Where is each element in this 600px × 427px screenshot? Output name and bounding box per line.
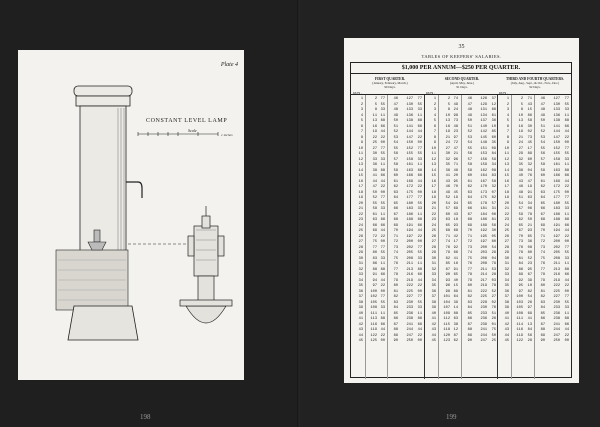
- cents-column: 74 49 24 98 73 48 23 97 72 47 21 96 71 46 20 95 70 45 19 94 69 43 18 93 68 42 17 92 66 41 16 91 65 40 15 89 64 39 14 88 63 38 12 87 62: [453, 97, 458, 343]
- lamp-drawing: [18, 50, 244, 380]
- dollars-column: 2 5 8 10 13 16 19 21 24 27 30 32 35 38 41 43 46 49 52 54 57 60 63 65 68 71 74 76 79 82 85 87 90 93 96 98 101 104 107 109 112 115 118 120 123: [443, 97, 450, 343]
- dollars-column: 2 5 8 11 13 16 19 22 25 27 30 33 36 38 41 44 47 50 52 55 58 61 63 66 69 72 75 77 80 83 86 88 91 94 97 100 102 105 108 111 113 116 119 122 125: [370, 97, 377, 343]
- quarter-days: 91 Days.: [456, 85, 468, 89]
- cents-column: 77 55 33 11 88 66 44 22 00 77 55 33 11 88 66 44 22 00 77 55 33 11 88 66 44 22 00 77 55 33 11 88 66 44 22 00 77 55 33 11 88 66 44 22 00: [564, 97, 569, 343]
- plate-title: CONSTANT LEVEL LAMP: [146, 118, 228, 124]
- days-column: 1 2 3 4 5 6 7 8 9 10 11 12 13 14 15 16 17 18 19 20 21 22 23 24 25 26 27 28 29 30 31 32 33 34 35 36 37 38 39 40 41 42 43 44 45: [431, 97, 436, 343]
- days-column: 1 2 3 4 5 6 7 8 9 10 11 12 13 14 15 16 17 18 19 20 21 22 23 24 25 26 27 28 29 30 31 32 33 34 35 36 37 38 39 40 41 42 43 44 45: [358, 97, 363, 343]
- dollars-column: 127 130 133 136 138 141 144 147 150 152 155 158 161 163 166 169 172 175 177 180 183 186 188 191 194 197 200 202 205 208 211 213 216 219 222 225 227 230 233 236 238 241 244 247 250: [553, 97, 560, 343]
- plate-illustration: [18, 50, 244, 380]
- cents-column: 77 55 33 11 88 66 44 22 00 77 55 33 11 88 66 44 22 00 77 55 33 11 88 66 44 22 00 77 55 33 11 88 66 44 22 00 77 55 33 11 88 66 44 22 00: [380, 97, 385, 343]
- scale-unit: 1 inches: [221, 133, 233, 137]
- dollars-column: 127 130 133 136 138 141 144 147 150 152 155 158 161 163 166 169 172 175 177 180 183 186 188 191 194 197 200 202 205 208 211 213 216 219 222 225 227 230 233 236 238 241 244 247 250: [406, 97, 413, 343]
- days-column: 46 47 48 49 50 51 52 53 54 55 56 57 58 59 60 61 62 63 64 65 66 67 68 69 70 71 72 73 74 75 76 77 78 79 80 81 82 83 84 85 86 87 88 89 90: [467, 97, 472, 343]
- plate-label: Plate 4: [220, 62, 238, 68]
- third-fourth-quarter-header: [499, 77, 571, 89]
- second-quarter-header: [427, 77, 497, 89]
- days-header: DAYS.: [353, 92, 363, 95]
- table-title: $1,000 PER ANNUM—$250 PER QUARTER.: [351, 65, 571, 74]
- quarter-months: (January, February, March.): [372, 81, 408, 85]
- quarter-name: FIRST QUARTER.: [374, 77, 406, 81]
- tables-heading: TABLES OF KEEPERS' SALARIES.: [421, 54, 502, 59]
- cents-column: 37 12 86 61 36 10 85 60 35 09 84 59 34 08 83 58 32 07 82 57 31 06 81 56 30 05 80 54 29 04 79 53 28 03 78 52 27 02 76 51 26 01 75 50 25: [491, 97, 496, 343]
- cents-column: 77 55 33 11 88 66 44 22 00 77 55 33 11 88 66 44 22 00 77 55 33 11 88 66 44 22 00 77 55 33 11 88 66 44 22 00 77 55 33 11 88 66 44 22 00: [417, 97, 422, 343]
- days-header: DAYS.: [426, 92, 436, 95]
- scale-bar: [138, 132, 218, 136]
- first-quarter-header: [355, 77, 425, 89]
- salary-table-page: [344, 38, 579, 383]
- quarter-days: 92 Days.: [529, 85, 541, 89]
- section-drawing: [180, 206, 232, 323]
- scale-label: Scale: [188, 128, 197, 133]
- cents-column: 71 43 15 86 58 30 02 73 45 17 89 60 32 04 76 47 19 91 63 34 06 78 50 21 93 65 36 08 80 52 23 95 67 39 10 82 54 26 97 69 41 13 84 56 28: [527, 97, 532, 343]
- days-column: 46 47 48 49 50 51 52 53 54 55 56 57 58 59 60 61 62 63 64 65 66 67 68 69 70 71 72 73 74 75 76 77 78 79 80 81 82 83 84 85 86 87 88 89 90: [540, 97, 545, 343]
- days-header: DAYS.: [499, 92, 509, 95]
- salary-table: [350, 62, 572, 378]
- dollars-column: 126 129 131 134 137 140 142 145 148 151 153 156 159 162 164 167 170 173 175 178 181 184 186 189 192 195 197 200 203 206 208 211 214 217 219 222 225 228 230 233 236 239 241 244 247: [480, 97, 487, 343]
- quarter-months: (July, Aug., Sept., & Oct., Nov., Dec.): [510, 81, 560, 85]
- quarter-name: SECOND QUARTER.: [444, 77, 480, 81]
- quarter-days: 90 Days.: [384, 85, 396, 89]
- days-column: 46 47 48 49 50 51 52 53 54 55 56 57 58 59 60 61 62 63 64 65 66 67 68 69 70 71 72 73 74 75 76 77 78 79 80 81 82 83 84 85 86 87 88 89 90: [393, 97, 398, 343]
- right-page-number-bottom: 199: [446, 413, 457, 421]
- quarter-name: THIRD AND FOURTH QUARTERS.: [505, 77, 565, 81]
- table-body: [351, 94, 571, 379]
- days-column: 1 2 3 4 5 6 7 8 9 10 11 12 13 14 15 16 17 18 19 20 21 22 23 24 25 26 27 28 29 30 31 32 33 34 35 36 37 38 39 40 41 42 43 44 45: [504, 97, 509, 343]
- dollars-column: 2 5 8 10 13 16 19 21 24 27 29 32 35 38 40 43 46 48 51 54 57 59 62 65 67 70 73 76 78 81 84 86 89 92 95 97 100 103 105 108 111 114 116 119 122: [516, 97, 523, 343]
- page-number-top: 35: [458, 44, 465, 50]
- left-page-number: 198: [140, 413, 151, 421]
- quarter-months: (April, May, June.): [449, 81, 475, 85]
